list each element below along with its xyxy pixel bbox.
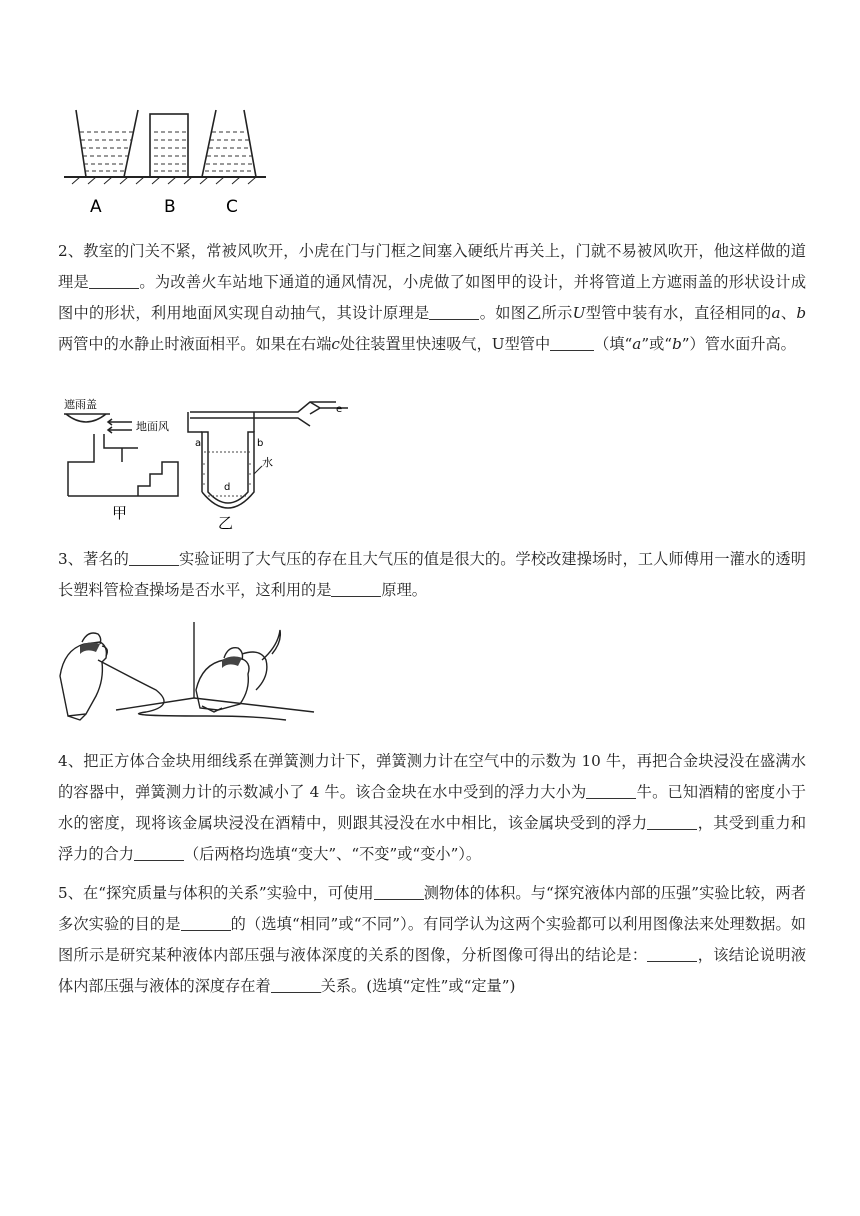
answer-blank[interactable]: [374, 884, 424, 900]
answer-blank[interactable]: [271, 977, 321, 993]
question-5: 5、在“探究质量与体积的关系”实验中，可使用 测物体的体积。与“探究液体内部的压强”实验比较，两者多次实验的目的是 的（选填“相同”或“不同”）。有同学认为这两个实验都可以利用图像法来处理数据。如图所示是研究某种液体内部压强与液体深度的关系的图像，分析图像可得出的结论是： ，该结论说明液体内部压强与液体的深度存在着 关系。(选填“定性”或“定量”): [58, 884, 807, 995]
label-c: C: [226, 197, 238, 217]
answer-blank[interactable]: [181, 915, 231, 931]
fig-yi-label: 乙: [218, 514, 234, 532]
question-2: 2、教室的门关不紧，常被风吹开，小虎在门与门框之间塞入硬纸片再关上，门就不易被风吹开，他这样做的道理是 。为改善火车站地下通道的通风情况，小虎做了如图甲的设计，并将管道上方遮雨盖的形状设计成图中的形状，利用地面风实现自动抽气，其设计原理是 。如图乙所示U型管中装有水，直径相同的a、b两管中的水静止时液面相平。如果在右端c处往装置里快速吸气，U型管中 （填“a”或“b”）管水面升高。: [58, 242, 807, 353]
question-3: 3、著名的 实验证明了大气压的存在且大气压的值是很大的。学校改建操场时，工人师傅用一灌水的透明长塑料管检查操场是否水平，这利用的是 原理。: [58, 550, 806, 599]
answer-blank[interactable]: [586, 783, 636, 799]
answer-blank[interactable]: [647, 814, 697, 830]
answer-blank[interactable]: [429, 304, 479, 320]
containers-figure: [60, 100, 270, 220]
wind-label: 地面风: [136, 420, 169, 433]
tube-b-label: b: [257, 438, 264, 449]
answer-blank[interactable]: [89, 273, 139, 289]
point-d-label: d: [224, 482, 231, 493]
answer-blank[interactable]: [129, 550, 179, 566]
water-label: 水: [262, 456, 273, 469]
answer-blank[interactable]: [134, 845, 184, 861]
fig-jia-label: 甲: [112, 504, 128, 522]
label-b: B: [164, 197, 176, 217]
answer-blank[interactable]: [331, 581, 381, 597]
ventilation-u-tube-figure: [58, 392, 358, 532]
answer-blank[interactable]: [550, 335, 594, 351]
tube-a-label: a: [195, 438, 202, 449]
answer-blank[interactable]: [647, 946, 697, 962]
cover-label: 遮雨盖: [64, 398, 97, 411]
question-4: 4、把正方体合金块用细线系在弹簧测力计下，弹簧测力计在空气中的示数为 10 牛，再把合金块浸没在盛满水的容器中，弹簧测力计的示数减小了 4 牛。该合金块在水中受到的浮力大小为 牛。已知酒精的密度小于水的密度，现将该金属块浸没在酒精中，则跟其浸没在水中相比，该金属块受到的浮力 ，其受到重力和浮力的合力 （后两格均选填“变大”、“不变”或“变小”）。: [58, 752, 807, 863]
label-a: A: [90, 197, 102, 217]
workers-water-level-figure: [56, 620, 318, 728]
point-e-label: e: [336, 404, 343, 415]
